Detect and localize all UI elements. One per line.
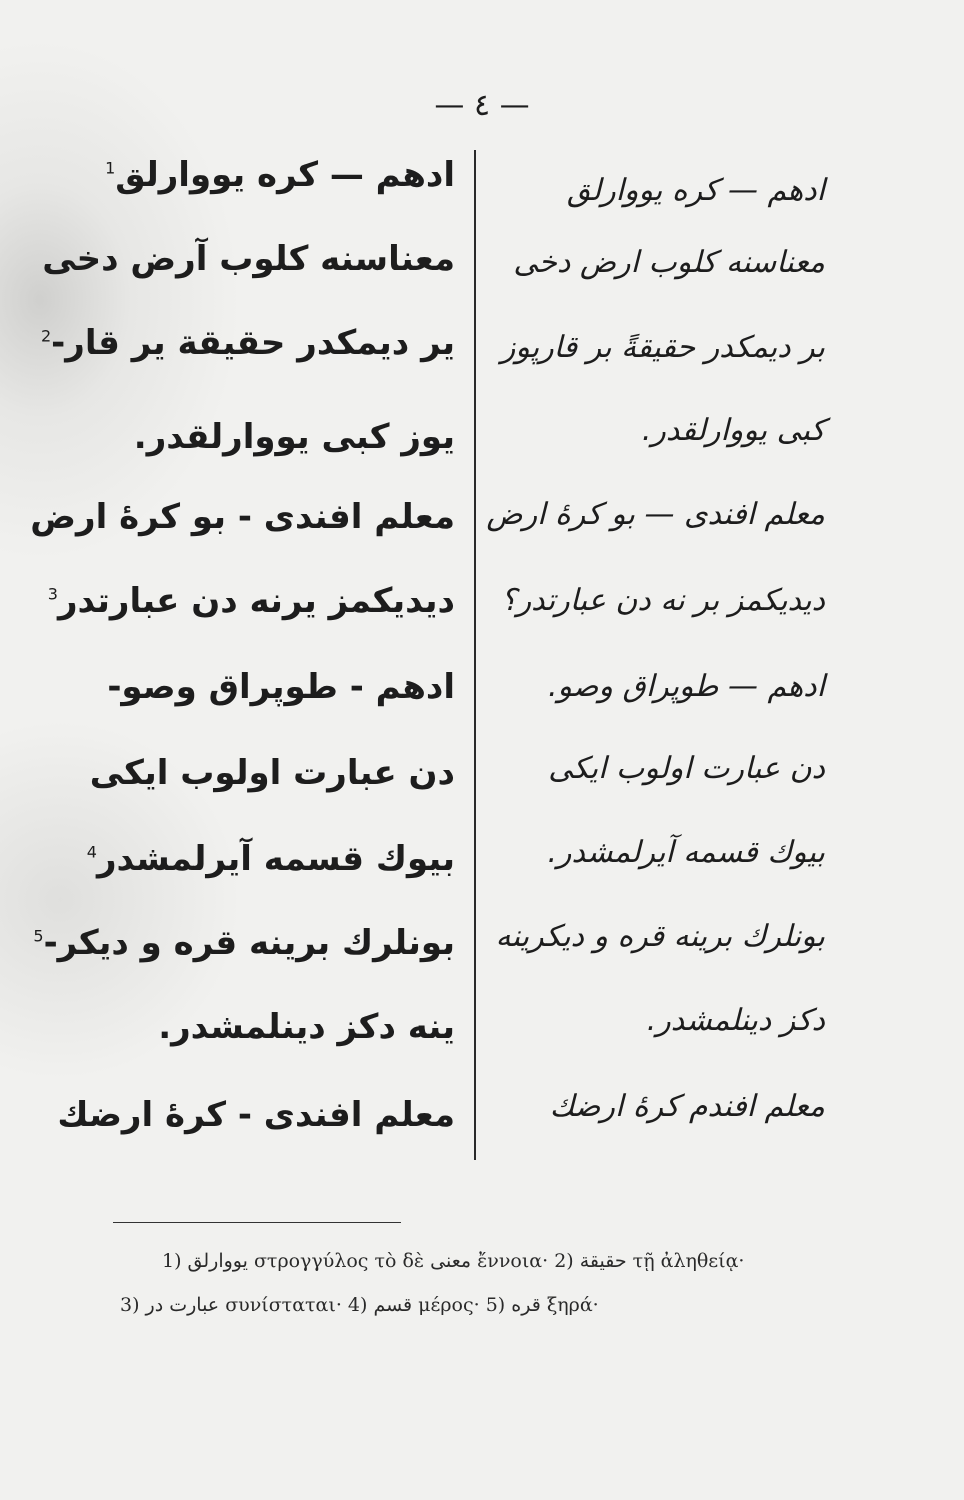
handwritten-line: کبی یووارلقدر. <box>641 413 825 448</box>
printed-line-text: یر دیمکدر حقیقة یر قار- <box>51 323 455 363</box>
printed-line-text: دیدیکمز یرنه دن عبارتدر <box>57 581 455 621</box>
footnote-line: 1) یووارلق στρογγύλος τὸ δὲ معنی ἔννοια· 2) حقیقة τῇ ἀληθείᾳ· <box>162 1250 745 1272</box>
printed-line <box>107 667 455 707</box>
handwritten-line: ادهم — طوپراق وصو. <box>548 669 825 704</box>
handwritten-line: دیدیکمز بر نه دن عبارتدر؟ <box>500 583 825 618</box>
printed-line <box>48 581 455 621</box>
footnote-reference: 3 <box>47 584 58 604</box>
handwritten-line: بونلرك برینه قره و دیکرینه <box>495 919 825 954</box>
handwritten-line: بر دیمکدر حقیقةً بر قارپوز <box>500 330 825 365</box>
handwritten-line: بیوك قسمه آیرلمشدر. <box>547 835 825 870</box>
handwritten-line: دن عبارت اولوب ایکی <box>548 751 825 786</box>
printed-line-text: ادهم — کره یووارلق <box>115 155 455 195</box>
handwritten-line: معلم افندی — بو کرۀ ارض <box>486 497 825 532</box>
printed-line <box>30 497 455 537</box>
printed-line-text: معلم افندی - کرۀ ارضك <box>57 1095 455 1135</box>
printed-line <box>41 323 455 363</box>
page-number: — ٤ — <box>434 88 530 123</box>
footnote-reference: 5 <box>33 926 44 946</box>
printed-line <box>158 1007 455 1047</box>
printed-line-text: بیوك قسمه آیرلمشدر <box>96 839 455 879</box>
printed-line-text: یوز کبی یووارلقدر. <box>133 417 455 457</box>
printed-line <box>57 1095 455 1135</box>
footnote-reference: 1 <box>105 158 116 178</box>
printed-line <box>42 239 455 279</box>
printed-line-text: ینه دکز دینلمشدر. <box>158 1007 455 1047</box>
footnote-reference: 4 <box>86 842 97 862</box>
footnote-line: 3) عبارت در συνίσταται· 4) قسم μέρος· 5) قره ξηρά· <box>120 1294 599 1316</box>
footnote-reference: 2 <box>40 326 52 346</box>
printed-line-text: ادهم - طوپراق وصو- <box>107 667 455 707</box>
handwritten-line: معناسنه کلوب ارض دخی <box>513 245 825 280</box>
footnote-rule <box>113 1222 401 1223</box>
handwritten-line: معلم افندم کرۀ ارضك <box>549 1089 825 1124</box>
column-divider <box>474 150 476 1160</box>
printed-line <box>134 417 455 457</box>
handwritten-line: ادهم — کره یووارلق <box>567 173 825 208</box>
handwritten-line: دکز دینلمشدر. <box>646 1003 825 1038</box>
printed-line <box>90 753 455 793</box>
printed-line-text: دن عبارت اولوب ایکی <box>89 753 455 793</box>
printed-line <box>105 155 455 195</box>
printed-line-text: معناسنه کلوب آرض دخی <box>42 239 455 279</box>
printed-line <box>87 839 455 879</box>
printed-line-text: معلم افندی - بو کرۀ ارض <box>30 497 455 537</box>
printed-line <box>33 923 455 963</box>
printed-line-text: بونلرك برینه قره و دیکر- <box>43 923 455 963</box>
